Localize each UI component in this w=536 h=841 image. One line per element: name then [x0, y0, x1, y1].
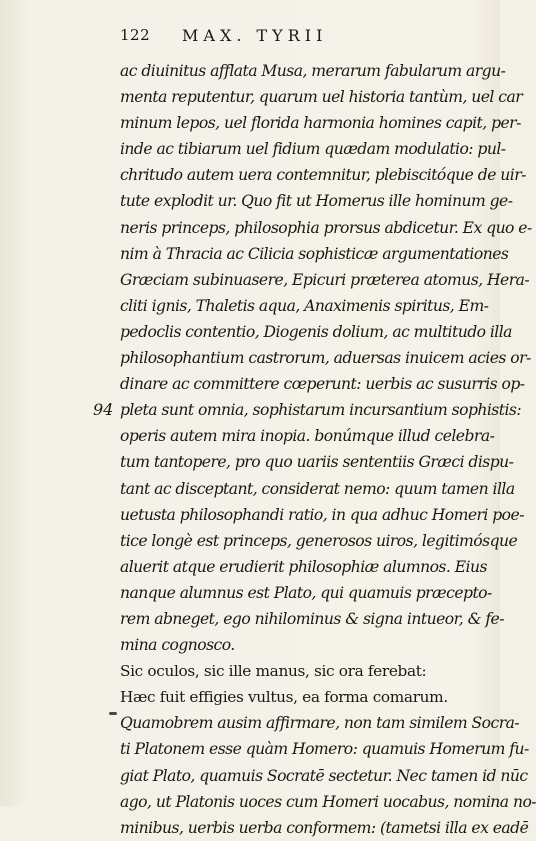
text-line: tice longè est princeps, generosos uiros, legitimósque — [120, 531, 518, 550]
text-line: tant ac disceptant, considerat nemo: quum tamen illa — [120, 479, 515, 498]
text-line: mina cognosco. — [120, 636, 235, 655]
text-line: ago, ut Platonis uoces cum Homeri uocabus, nomina no- — [120, 792, 536, 811]
text-line: nim à Thracia ac Cilicia sophisticæ argumentationes — [120, 244, 509, 263]
text-line: tute explodit ur. Quo fit ut Homerus ille hominum ge- — [120, 192, 513, 211]
text-line: Quamobrem ausim affirmare, non tam similem Socra- — [120, 714, 520, 733]
text-line: menta reputentur, quarum uel historia tantùm, uel car — [120, 88, 523, 107]
text-line: giat Plato, quamuis Socratē sectetur. Nec tamen id nūc — [120, 766, 528, 785]
text-line: tum tantopere, pro quo uariis sententiis Græci dispu- — [120, 453, 514, 472]
running-head: MAX. TYRII — [182, 26, 328, 45]
text-line: dinare ac committere cœperunt: uerbis ac susurris op- — [120, 375, 525, 394]
text-line: aluerit atque erudierit philosophiæ alumnos. Eius — [120, 557, 487, 576]
text-line: inde ac tibiarum uel fidium quædam modulatio: pul- — [120, 140, 506, 159]
text-line: nanque alumnus est Plato, qui quamuis præcepto- — [120, 583, 492, 602]
text-line: rem abneget, ego nihilominus & signa intueor, & fe- — [120, 609, 504, 628]
text-line: operis autem mira inopia. bonúmque illud celebra- — [120, 427, 495, 446]
text-line: cliti ignis, Thaletis aqua, Anaximenis spiritus, Em- — [120, 296, 489, 315]
text-line: minibus, uerbis uerba conformem: (tametsi illa ex eadē — [120, 818, 529, 837]
verse-line: Sic oculos, sic ille manus, sic ora ferebat: — [120, 662, 427, 681]
ink-smudge — [109, 712, 117, 715]
page-header — [120, 26, 390, 48]
text-line: pleta sunt omnia, sophistarum incursantium sophistis: — [120, 401, 522, 420]
text-line: minum lepos, uel florida harmonia homines capit, per- — [120, 114, 521, 133]
margin-section-number: 94 — [93, 400, 114, 419]
verse-line: Hæc fuit effigies vultus, ea forma comarum. — [120, 688, 448, 707]
text-line: ac diuinitus afflata Musa, merarum fabularum argu- — [120, 62, 506, 80]
text-line: pedoclis contentio, Diogenis dolium, ac multitudo illa — [120, 322, 512, 341]
text-line: neris princeps, philosophia prorsus abdicetur. Ex quo e- — [120, 218, 532, 237]
text-line: chritudo autem uera contemnitur, plebiscitóque de uir- — [120, 166, 526, 185]
text-line: philosophantium castrorum, aduersas inuicem acies or- — [120, 349, 531, 368]
text-block — [120, 58, 536, 841]
text-line: Græciam subinuasere, Epicuri præterea atomus, Hera- — [120, 270, 530, 289]
text-line: ti Platonem esse quàm Homero: quamuis Homerum fu- — [120, 740, 529, 759]
text-line: uetusta philosophandi ratio, in qua adhuc Homeri poe- — [120, 505, 524, 524]
page-number: 122 — [120, 26, 151, 44]
